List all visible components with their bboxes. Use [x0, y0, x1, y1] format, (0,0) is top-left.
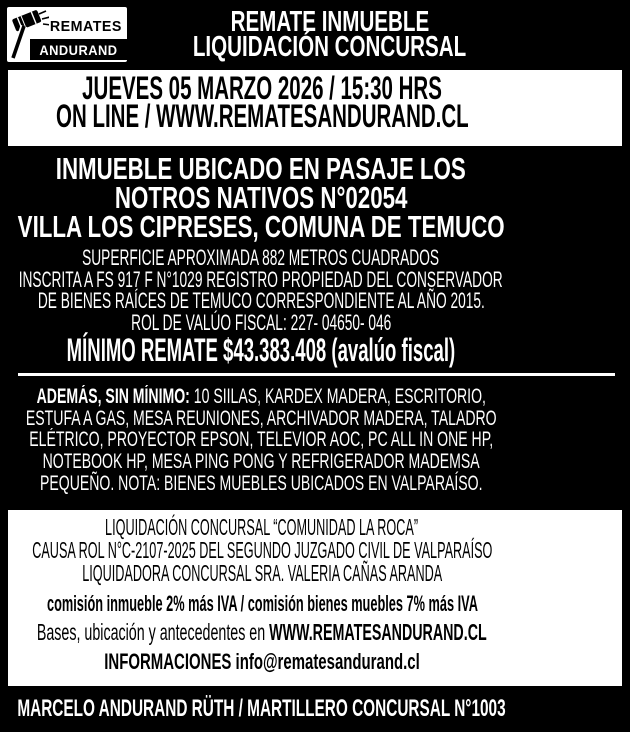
movables-items-line: ESTUFA A GAS, MESA REUNIONES, ARCHIVADOR MADERA, TALADRO [25, 406, 497, 430]
detail-line: SUPERFICIE APROXIMADA 882 METROS CUADRADOS [82, 245, 440, 270]
movables-section [0, 386, 522, 495]
auction-online-url: ON LINE / WWW.REMATESANDURAND.CL [55, 97, 469, 134]
property-details [0, 247, 522, 334]
header-bar [0, 0, 630, 70]
case-title: LIQUIDACIÓN CONCURSAL “COMUNIDAD LA ROCA” [105, 514, 419, 540]
logo [7, 7, 127, 62]
address-line: NOTROS NATIVOS N°02054 [114, 180, 408, 215]
movables-items-line: 10 SIILAS, KARDEX MADERA, ESCRITORIO, [189, 384, 486, 408]
movables-items-line: ELÉTRICO, PROYECTOR EPSON, TELEVIOR AOC, PC ALL IN ONE HP, [29, 428, 493, 452]
movables-items-line: PEQUEÑO. NOTA: BIENES MUEBLES UBICADOS EN VALPARAÍSO. [39, 472, 483, 495]
auction-date-panel [8, 70, 622, 146]
detail-line: ROL DE VALÚO FISCAL: 227- 04650- 046 [130, 310, 392, 336]
logo-name-top [45, 18, 127, 35]
commission-terms: comisión inmueble 2% más IVA / comisión bienes muebles 7% más IVA [46, 591, 478, 616]
address-line: INMUEBLE UBICADO EN PASAJE LOS [55, 151, 467, 186]
section-divider [18, 373, 615, 376]
movables-label: ADEMÁS, SIN MÍNIMO: [36, 384, 190, 408]
detail-line: INSCRITA A FS 917 F N°1029 REGISTRO PROPIEDAD DEL CONSERVADOR [19, 266, 503, 292]
title-line: LIQUIDACIÓN CONCURSAL [193, 31, 467, 63]
case-info-panel [8, 510, 622, 686]
info-email: info@rematesandurand.cl [235, 649, 420, 674]
auction-datetime: JUEVES 05 MARZO 2026 / 15:30 HRS [82, 70, 442, 106]
detail-line: DE BIENES RAÍCES DE TEMUCO CORRESPONDIENTE AL AÑO 2015. [37, 288, 485, 314]
bases-text: Bases, ubicación y antecedentes en [37, 619, 270, 645]
minimum-bid-text: MÍNIMO REMATE $43.383.408 (avalúo fiscal) [66, 331, 456, 368]
property-address [0, 146, 522, 244]
case-liquidator: LIQUIDADORA CONCURSAL SRA. VALERIA CAÑAS ARANDA [82, 560, 442, 586]
case-court: CAUSA ROL N°C-2107-2025 DEL SEGUNDO JUZGADO CIVIL DE VALPARAÍSO [31, 537, 493, 563]
info-label: INFORMACIONES [104, 649, 236, 674]
logo-text-andurand: ANDURAND [39, 41, 118, 58]
movables-items-line: NOTEBOOK HP, MESA PING PONG Y REFRIGERADOR MADEMSA [42, 450, 480, 474]
flyer-title [127, 6, 533, 63]
address-line: VILLA LOS CIPRESES, COMUNA DE TEMUCO [17, 209, 505, 244]
gavel-icon [9, 9, 49, 60]
minimum-bid [0, 331, 522, 368]
property-section [0, 146, 630, 510]
auctioneer-name: MARCELO ANDURAND RÜTH / MARTILLERO CONCURSAL N°1003 [16, 695, 506, 722]
title-line: REMATE INMUEBLE [230, 6, 430, 38]
bases-url: WWW.REMATESANDURAND.CL [269, 619, 487, 645]
logo-text-remates: REMATES [50, 18, 122, 35]
footer-bar [0, 686, 630, 732]
